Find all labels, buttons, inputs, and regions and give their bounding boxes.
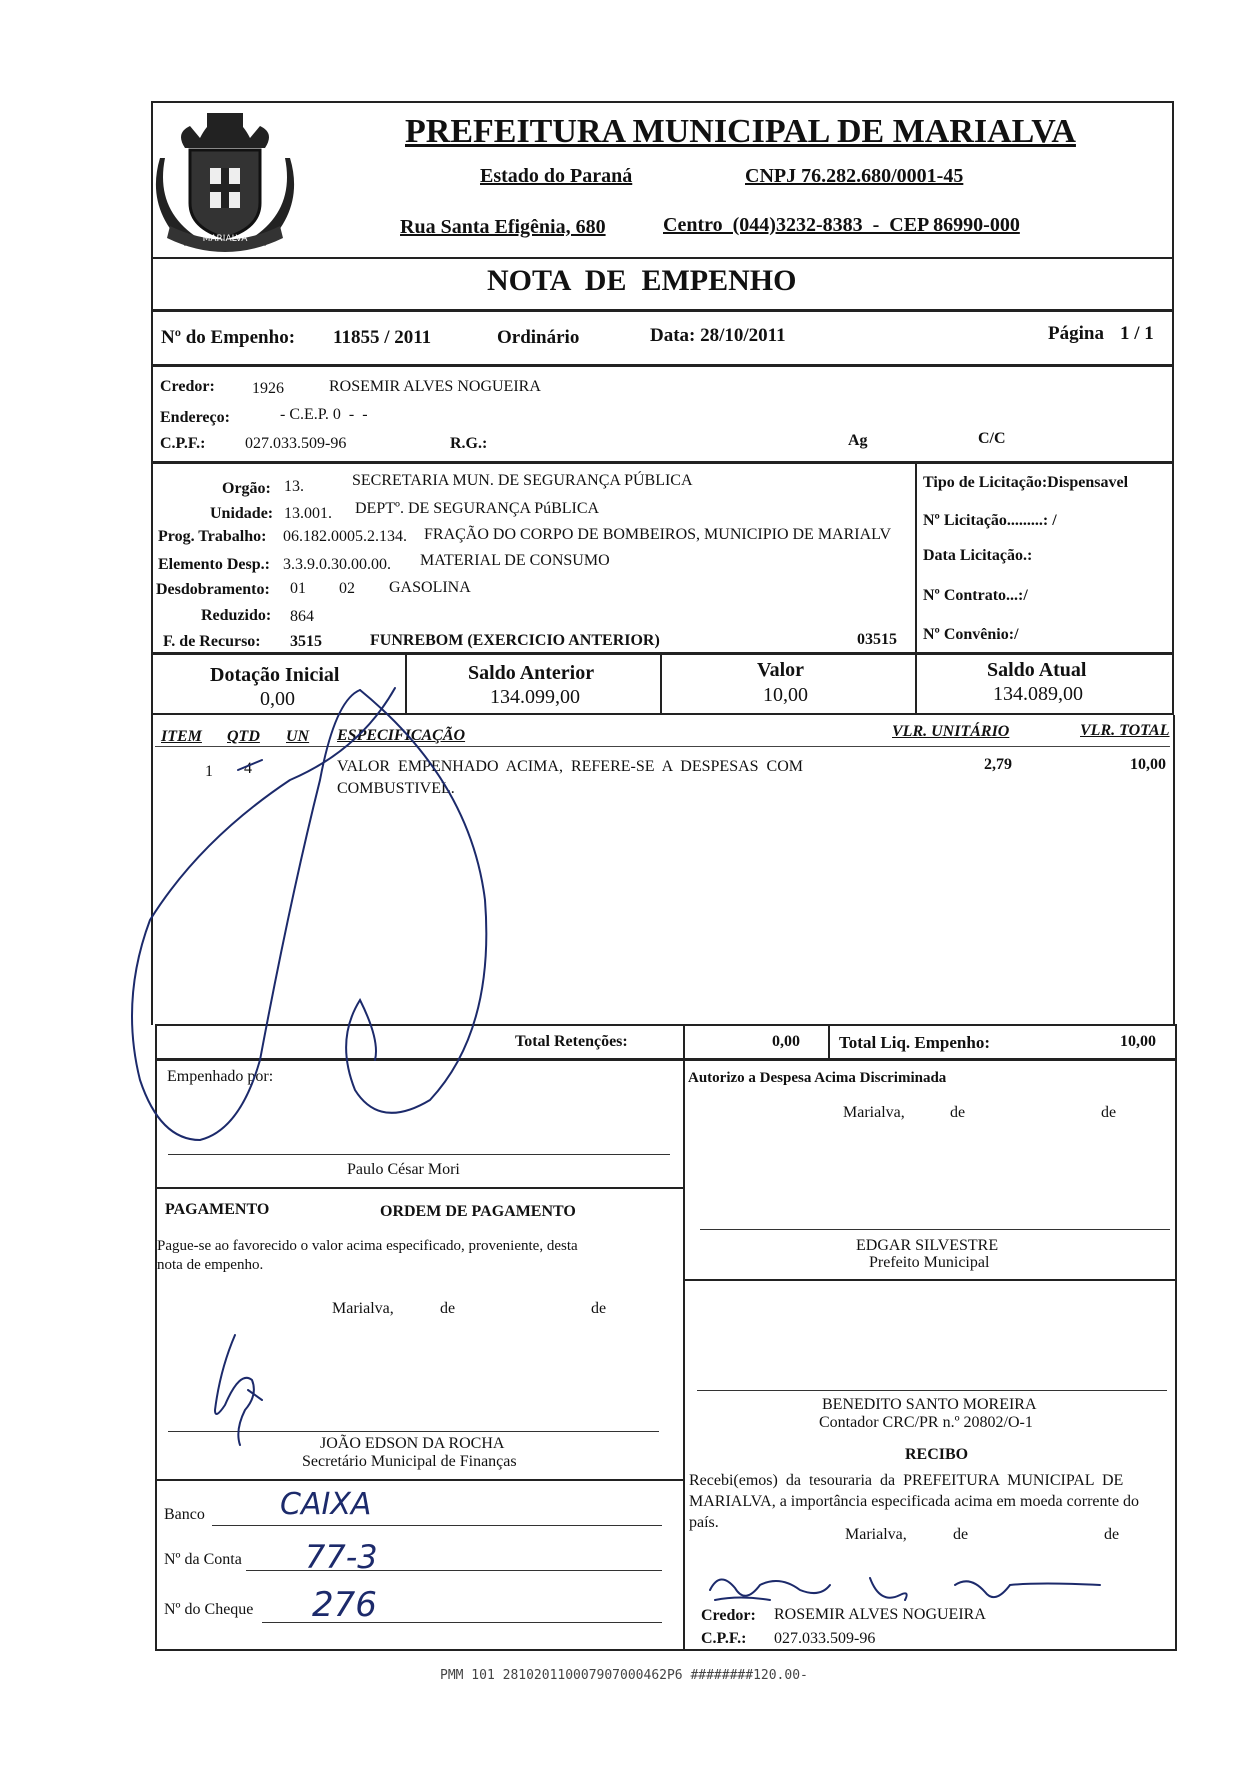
dotacao-inicial-value: 0,00 [260,688,295,710]
saldos-div-2 [660,653,662,715]
page-title: PREFEITURA MUNICIPAL DE MARIALVA [405,113,1076,150]
licitacao-contrato: Nº Contrato...:/ [923,587,1028,604]
conta-handwritten: 77-3 [305,1538,378,1576]
pagamento-text-line2: nota de empenho. [157,1257,264,1273]
prefeito-role: Prefeito Municipal [869,1254,990,1271]
contact-label: Centro (044)3232-8383 - CEP 86990-000 [663,214,1020,236]
saldos-div-1 [405,653,407,715]
page-label: Página [1048,323,1104,344]
elemento-code: 3.3.9.0.30.00.00. [283,556,391,573]
recurso-code: 3515 [290,633,322,650]
retencoes-label: Total Retenções: [515,1033,628,1050]
col-item: ITEM [161,728,202,745]
recibo-cpf-value: 027.033.509-96 [774,1630,876,1647]
state-label: Estado do Paraná [480,165,633,187]
empenho-type: Ordinário [497,327,580,348]
licitacao-convenio: Nº Convênio:/ [923,626,1019,643]
header-divider [151,257,1174,259]
licitacao-tipo: Tipo de Licitação:Dispensavel [923,474,1129,491]
elemento-name: MATERIAL DE CONSUMO [420,552,610,569]
conta-label: Nº da Conta [164,1551,242,1568]
recibo-de1: de [953,1526,969,1543]
orgao-label: Orgão: [222,480,271,497]
pagamento-bottom-line [155,1479,683,1481]
empenhado-name: Paulo César Mori [347,1161,460,1178]
contador-role: Contador CRC/PR n.º 20802/O-1 [819,1414,1033,1431]
orgao-name: SECRETARIA MUN. DE SEGURANÇA PÚBLICA [352,472,693,489]
recurso-label: F. de Recurso: [163,633,261,650]
col-vlr-total: VLR. TOTAL [1080,722,1170,739]
banco-handwritten: CAIXA [280,1487,372,1522]
recibo-text-line3: país. [689,1514,719,1531]
cheque-label: Nº do Cheque [164,1601,254,1618]
contador-signature-line [697,1390,1167,1391]
pagamento-local: Marialva, [332,1300,394,1317]
items-header-line [155,746,1170,747]
prefeito-bottom-line [683,1279,1177,1281]
retencoes-value: 0,00 [772,1033,800,1050]
autorizo-label: Autorizo a Despesa Acima Discriminada [688,1070,947,1086]
liquido-label: Total Liq. Empenho: [839,1033,990,1052]
banco-line [212,1525,662,1526]
item-total: 10,00 [1130,756,1166,773]
pagamento-de1: de [440,1300,456,1317]
totals-row [155,1024,1177,1060]
recibo-credor-label: Credor: [701,1607,756,1624]
cpf-value: 027.033.509-96 [245,435,347,452]
ag-label: Ag [848,432,868,449]
empenho-number-label: Nº do Empenho: [161,327,296,348]
saldo-anterior-value: 134.099,00 [490,686,580,708]
prefeito-signature-line [700,1229,1170,1230]
autorizo-de1: de [950,1104,966,1121]
recibo-text-line1: Recebi(emos) da tesouraria da PREFEITURA MUNICIPAL DE [689,1472,1124,1489]
lower-divider [683,1059,685,1651]
autorizo-de2: de [1101,1104,1117,1121]
secretario-name: JOÃO EDSON DA ROCHA [320,1435,505,1452]
recurso-number: 03515 [857,631,897,648]
reduzido-label: Reduzido: [201,607,272,624]
desdobramento-a: 01 [290,580,306,597]
prefeito-name: EDGAR SILVESTRE [856,1237,999,1254]
saldo-atual-value: 134.089,00 [993,683,1083,705]
cheque-handwritten: 276 [312,1585,377,1625]
pagamento-label: PAGAMENTO [165,1201,270,1218]
prog-label: Prog. Trabalho: [158,528,267,545]
cpf-label: C.P.F.: [160,435,206,452]
item-qtd: 4 [244,760,252,777]
item-number: 1 [205,763,213,780]
col-qtd: QTD [227,728,260,745]
prog-code: 06.182.0005.2.134. [283,528,407,545]
empenhado-signature-line [168,1154,670,1155]
document-title: NOTA DE EMPENHO [487,264,797,297]
empenhado-label: Empenhado por: [167,1068,274,1085]
svg-text:MARIALVA: MARIALVA [202,234,248,244]
recibo-local: Marialva, [845,1526,907,1543]
recibo-label: RECIBO [905,1446,969,1463]
pagamento-text-line1: Pague-se ao favorecido o valor acima especificado, proveniente, desta [157,1238,578,1254]
recibo-credor-name: ROSEMIR ALVES NOGUEIRA [774,1606,986,1623]
valor-label: Valor [757,659,805,681]
desdobramento-b: 02 [339,580,355,597]
dotacao-divider [915,462,917,654]
totals-div-2 [828,1024,830,1060]
elemento-label: Elemento Desp.: [158,556,270,573]
orgao-code: 13. [284,478,304,495]
pagamento-de2: de [591,1300,607,1317]
liquido-value: 10,00 [1120,1033,1156,1050]
unidade-code: 13.001. [284,505,332,522]
page-number: 1 / 1 [1120,323,1154,344]
saldo-anterior-label: Saldo Anterior [468,662,595,684]
item-unit-price: 2,79 [984,756,1012,773]
contador-name: BENEDITO SANTO MOREIRA [822,1396,1037,1413]
credor-name: ROSEMIR ALVES NOGUEIRA [329,378,541,395]
endereco-value: - C.E.P. 0 - - [280,406,368,423]
totals-div-1 [683,1024,685,1060]
cc-label: C/C [978,430,1006,447]
unidade-name: DEPTº. DE SEGURANÇA PúBLICA [355,500,600,517]
valor-value: 10,00 [763,684,808,706]
items-right-border [1173,715,1175,1025]
rg-label: R.G.: [450,435,488,452]
recibo-text-line2: MARIALVA, a importância especificada acima em moeda corrente do [689,1493,1140,1510]
credor-label: Credor: [160,378,215,395]
credor-code: 1926 [252,380,284,397]
footer-code: PMM 101 281020110007907000462P6 ########120.00- [440,1668,808,1683]
ordem-pagamento-label: ORDEM DE PAGAMENTO [380,1203,576,1220]
col-un: UN [286,728,310,745]
col-vlr-unitario: VLR. UNITÁRIO [892,723,1010,740]
empenho-number: 11855 / 2011 [333,327,432,348]
dotacao-inicial-label: Dotação Inicial [210,664,340,686]
secretario-signature-line [168,1431,659,1432]
empenho-date: Data: 28/10/2011 [650,325,786,346]
empenhado-bottom-line [155,1187,683,1189]
banco-label: Banco [164,1506,205,1523]
item-desc-line2: COMBUSTIVEL. [337,780,455,797]
desdobramento-label: Desdobramento: [156,581,270,598]
licitacao-data: Data Licitação.: [923,547,1033,564]
recibo-cpf-label: C.P.F.: [701,1630,747,1647]
item-desc-line1: VALOR EMPENHADO ACIMA, REFERE-SE A DESPESAS COM [337,758,803,775]
licitacao-numero: Nº Licitação.........: / [923,512,1057,529]
recibo-de2: de [1104,1526,1120,1543]
autorizo-local: Marialva, [843,1104,905,1121]
saldo-atual-label: Saldo Atual [987,659,1087,681]
address-label: Rua Santa Efigênia, 680 [400,216,606,238]
saldos-div-3 [915,653,917,715]
coat-of-arms-logo [155,108,295,258]
reduzido-value: 864 [290,608,314,625]
secretario-role: Secretário Municipal de Finanças [302,1453,517,1470]
cnpj-label: CNPJ 76.282.680/0001-45 [745,165,964,187]
unidade-label: Unidade: [210,505,274,522]
col-especificacao: ESPECIFICAÇÃO [337,727,466,744]
desdobramento-name: GASOLINA [389,579,471,596]
endereco-label: Endereço: [160,409,230,426]
recurso-name: FUNREBOM (EXERCICIO ANTERIOR) [370,632,660,649]
items-left-border [151,715,153,1025]
prog-name: FRAÇÃO DO CORPO DE BOMBEIROS, MUNICIPIO DE MARIALV [424,526,892,543]
